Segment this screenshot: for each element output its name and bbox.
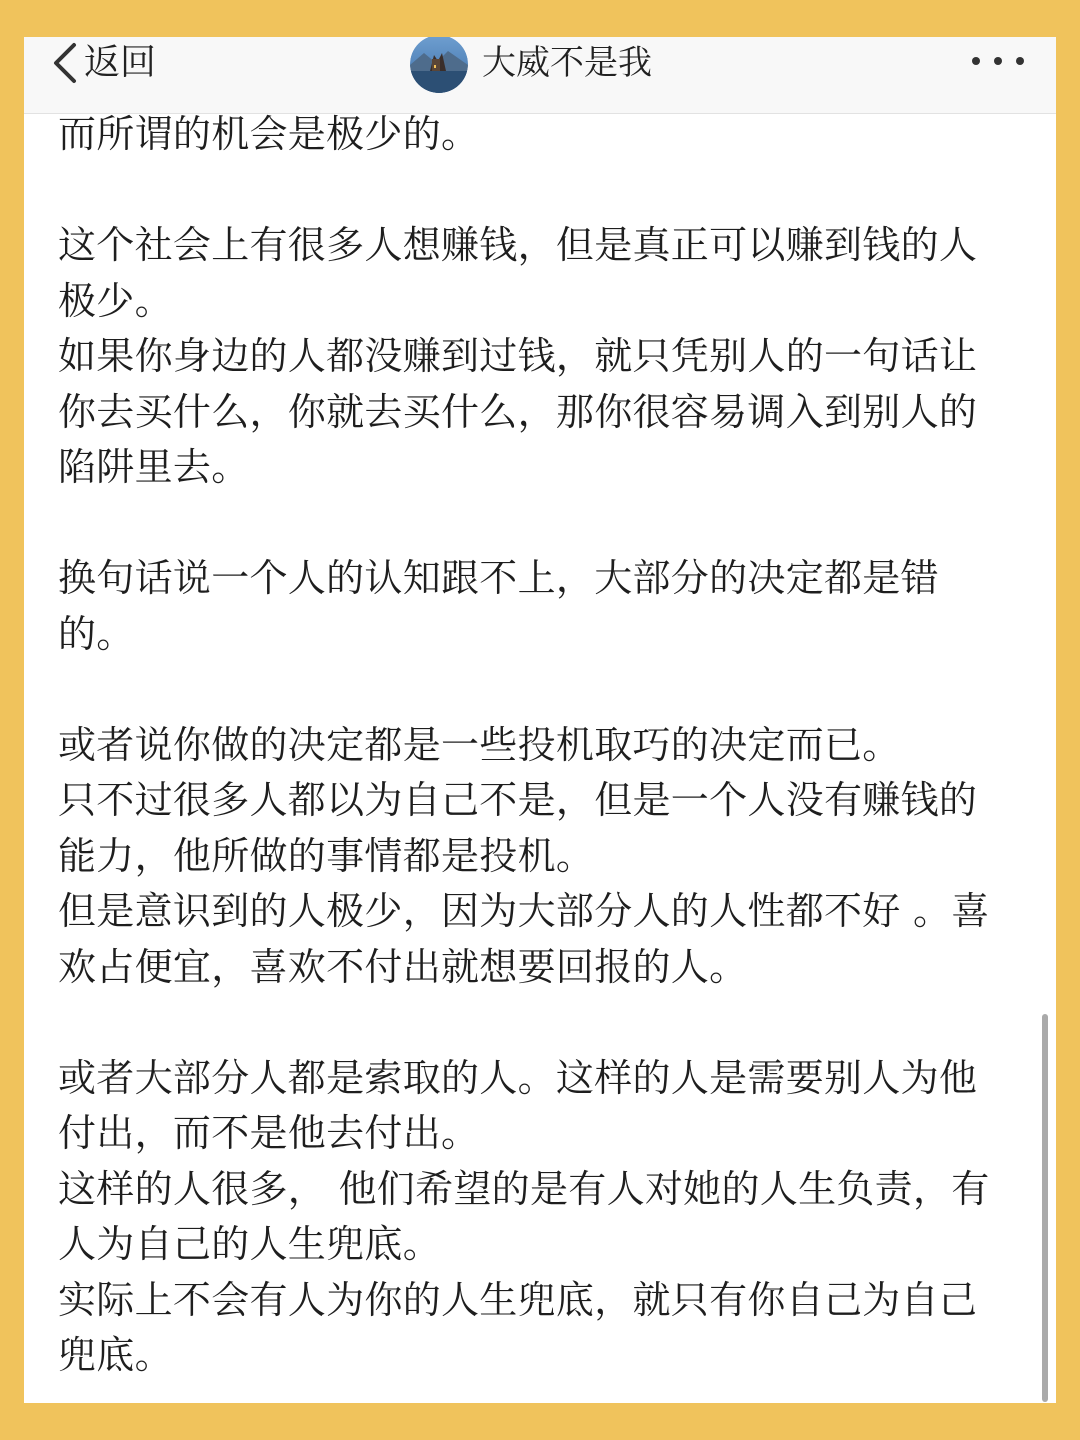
blank-line [58, 496, 1018, 552]
text-line: 陷阱里去。 [58, 445, 250, 489]
chevron-left-icon [50, 39, 80, 87]
avatar[interactable] [410, 37, 468, 93]
text-line: 只不过很多人都以为自己不是，但是一个人没有赚钱的 [58, 778, 978, 822]
text-line: 而所谓的机会是极少的。 [58, 112, 480, 156]
text-line: 欢占便宜，喜欢不付出就想要回报的人。 [58, 944, 748, 989]
account-name: 大威不是我 [482, 43, 652, 83]
text-line: 或者大部分人都是索取的人。这样的人是需要别人为他 [58, 1055, 978, 1100]
text-line: 但是意识到的人极少，因为大部分人的人性都不好 。喜 [58, 889, 990, 933]
app-screen [24, 37, 1056, 1403]
back-button[interactable] [50, 39, 156, 87]
blank-line [58, 163, 1018, 219]
account-header[interactable] [410, 37, 652, 89]
text-line: 你去买什么，你就去买什么，那你很容易调入到别人的 [58, 389, 978, 434]
note-body [58, 107, 1018, 1384]
back-label: 返回 [84, 42, 157, 83]
text-line: 如果你身边的人都没赚到过钱，就只凭别人的一句话让 [58, 334, 978, 378]
top-navigation-bar [24, 37, 1056, 114]
text-line: 极少。 [58, 278, 173, 323]
text-line: 兜底。 [58, 1333, 173, 1377]
vertical-scrollbar[interactable] [1042, 1014, 1048, 1402]
text-line: 人为自己的人生兜底。 [58, 1222, 442, 1266]
text-line: 这个社会上有很多人想赚钱，但是真正可以赚到钱的人 [58, 223, 978, 267]
more-dots-icon[interactable] [970, 49, 1026, 73]
text-line: 换句话说一个人的认知跟不上，大部分的决定都是错 [58, 556, 939, 600]
text-line: 或者说你做的决定都是一些投机取巧的决定而已。 [58, 722, 901, 767]
text-line: 能力，他所做的事情都是投机。 [58, 833, 595, 878]
blank-line [58, 662, 1018, 718]
blank-line [58, 995, 1018, 1051]
text-line: 付出，而不是他去付出。 [58, 1111, 480, 1155]
text-line: 的。 [58, 611, 135, 656]
text-line: 这样的人很多， 他们希望的是有人对她的人生负责，有 [58, 1166, 990, 1211]
text-line: 实际上不会有人为你的人生兜底，就只有你自己为自己 [58, 1277, 978, 1322]
